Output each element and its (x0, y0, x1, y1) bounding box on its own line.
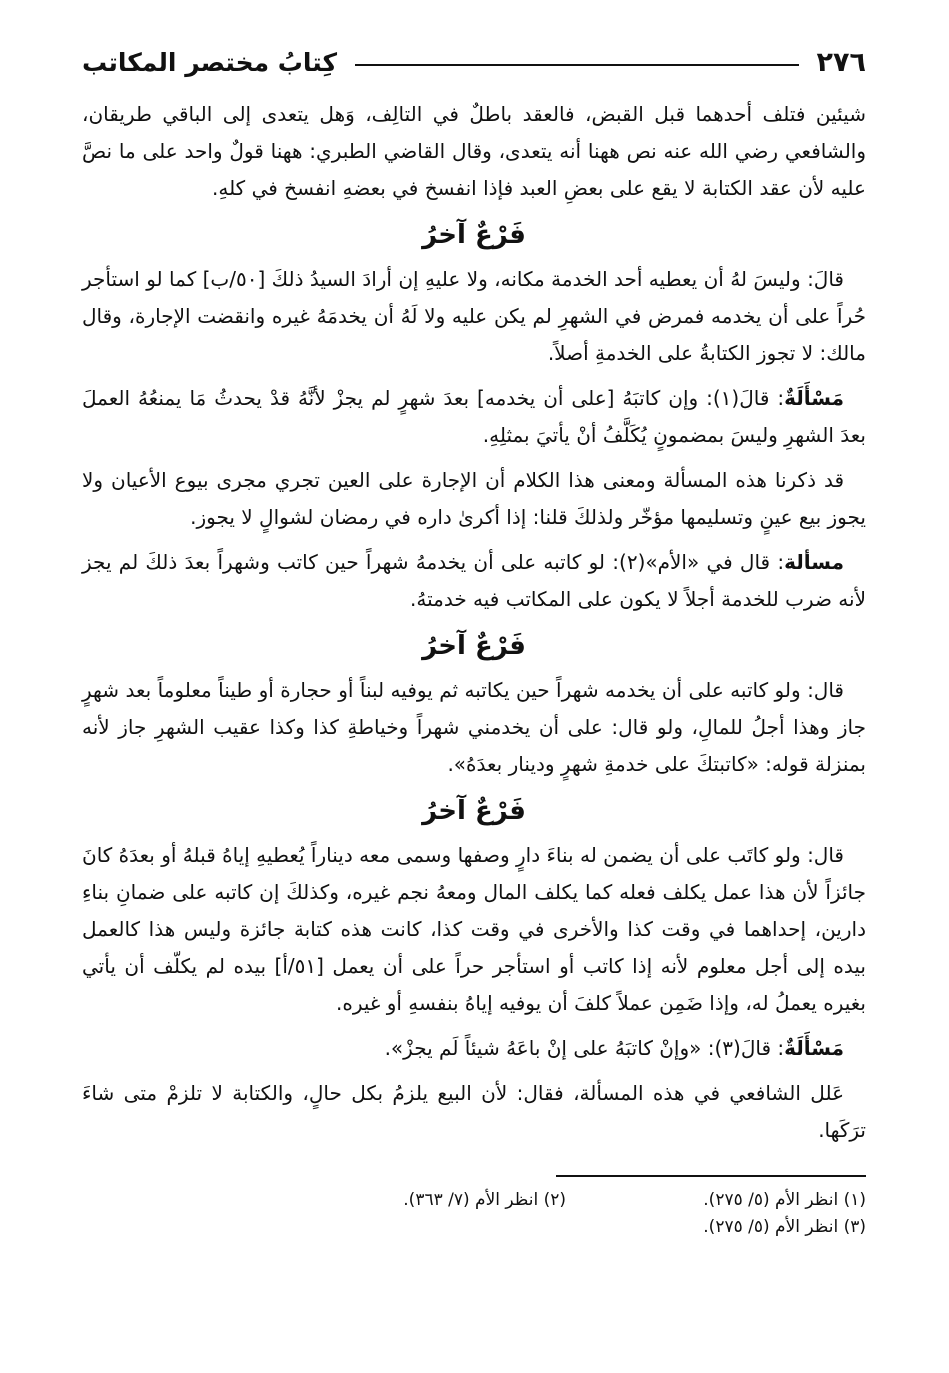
footnote-separator (556, 1175, 866, 1177)
footnote-row (82, 1214, 866, 1241)
paragraph: شيئين فتلف أحدهما قبل القبض، فالعقد باطلٌ في التالِف، وَهل يتعدى إلى الباقي طريقان، والشافعي رضي الله عنه نص ههنا أنه يتعدى، وقال القاضي الطبري: ههنا قولٌ واحد على ما نصَّ عليه لأن عقد الكتابة لا يقع على بعضِ العبد فإذا انفسخ في بعضهِ انفسخ في كلهِ. (82, 102, 866, 200)
masala-paragraph (82, 544, 866, 618)
paragraph: قالَ: وليسَ لهُ أن يعطيه أحد الخدمة مكانه، ولا عليهِ إن أرادَ السيدُ ذلكَ [٥٠/ب] كما لو استأجر حُراً على أن يخدمه فمرض في الشهرِ لم يكن عليه ولا لَهُ أن يخدمَهُ غيره وانقضت الإجارة، وقال مالك: لا تجوز الكتابةُ على الخدمةِ أصلاً. (82, 267, 866, 365)
masala-lead: مسألة (784, 550, 844, 574)
running-title: كِتابُ مختصر المكاتب (82, 47, 338, 77)
masala-text: : قالَ(٣): «وإنْ كاتبَهُ على إنْ باعَهُ شيئاً لَم يجزْ». (384, 1036, 785, 1060)
masala-paragraph (82, 380, 866, 454)
paragraph: قال: ولو كاتبه على أن يخدمه شهراً حين يكاتبه ثم يوفيه لبناً أو حجارة أو طيناً معلوماً بعد شهرٍ جاز وهذا أجلُ للمالِ، ولو قال: على أن يخدمني شهراً وخياطةِ كذا وكذا عقيب الشهرِ جاز لأنه بمنزلة قوله: «كاتبتكَ على خدمةِ شهرٍ ودينار بعدَهُ». (82, 678, 866, 776)
footnotes (82, 1187, 866, 1241)
page-body (82, 96, 866, 1149)
footnote-row (82, 1187, 866, 1214)
page-number: ٢٧٦ (816, 46, 866, 78)
page-header (82, 40, 866, 84)
section-heading: فَرْعٌ آخرُ (422, 631, 526, 661)
footnote-1: (١) انظر الأم (٥/ ٢٧٥). (703, 1190, 866, 1210)
paragraph: قد ذكرنا هذه المسألة ومعنى هذا الكلام أن الإجارة على العين تجري مجرى بيوع الأعيان ولا يجوز بيع عينٍ وتسليمها مؤخّر ولذلكَ قلنا: إذا أكرىٰ داره في رمضان لشوالٍ لا يجوز. (82, 468, 866, 529)
section-heading: فَرْعٌ آخرُ (422, 796, 526, 826)
masala-text: : قال في «الأم»(٢): لو كاتبه على أن يخدمهُ شهراً حين كاتب وشهراً بعدَ ذلكَ لم يجز لأنه ضرب للخدمة أجلاً لا يكون على المكاتب فيه خدمتهُ. (82, 550, 866, 611)
section-heading: فَرْعٌ آخرُ (422, 220, 526, 250)
footnote-3: (٣) انظر الأم (٥/ ٢٧٥). (703, 1217, 866, 1237)
masala-paragraph (82, 1030, 866, 1067)
masala-lead: مَسْأَلَةٌ (784, 386, 844, 410)
masala-text: : قالَ(١): وإن كاتبَهُ [على أن يخدمه] بعدَ شهرٍ لم يجزْ لأنَّهُ قدْ يحدثُ مَا يمنعُهُ العملَ بعدَ الشهرِ وليسَ بمضمونٍ يُكَلَّفُ أنْ يأتيَ بمثلِهِ. (82, 386, 866, 447)
paragraph: عَلل الشافعي في هذه المسألة، فقال: لأن البيع يلزمُ بكل حالٍ، والكتابة لا تلزمْ متى شاءَ ترَكَها. (82, 1081, 866, 1142)
masala-lead: مَسْأَلَةٌ (784, 1036, 844, 1060)
header-rule (355, 64, 799, 66)
book-page (82, 40, 866, 1340)
footnote-2: (٢) انظر الأم (٧/ ٣٦٣). (403, 1190, 566, 1210)
paragraph: قال: ولو كاتَب على أن يضمن له بناءَ دارٍ وصفها وسمى معه ديناراً يُعطيهِ إياهُ قبلهُ أو بعدَهُ كانَ جائزاً لأن هذا عمل يكلف فعله كما يكلف المال ومعهُ نجم غيره، وكذلكَ إن كاتبه على ضمانِ بناءِ دارين، إحداهما في وقت كذا والأخرى في وقت كذا، كانت هذه كتابة جائزة وليس هذا كالعمل بيده إلى أجل معلوم لأنه إذا كاتب أو استأجر حراً على أن يعمل [٥١/أ] بيده لم يكلّف أن يأتي بغيره يعملُ له، وإذا ضَمِن عملاً كلفَ أن يوفيه إياهُ بنفسهِ أو غيره. (82, 843, 866, 1015)
